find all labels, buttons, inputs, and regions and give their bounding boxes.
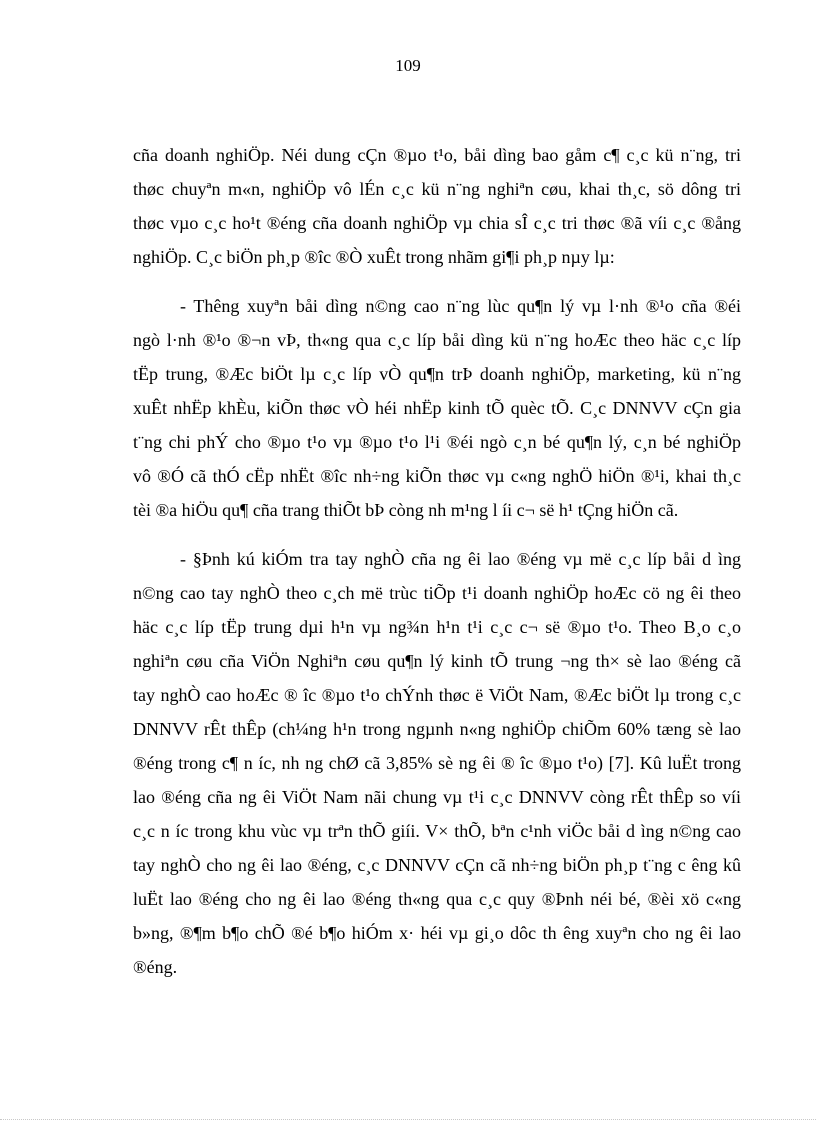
text-line: thøc vµo c¸c ho¹t ®éng cña doanh nghiÖp vµ chia sÎ c¸c tri thøc ®ã víi c¸c ®ång [133, 213, 741, 233]
text-line: lao ®éng cña ng êi ViÖt Nam nãi chung vµ t¹i c¸c DNNVV còng rÊt thÊp so víi [133, 787, 741, 807]
page-bottom-divider [0, 1119, 816, 1120]
paragraph-1 [133, 143, 741, 279]
text-line: xuÊt nhËp khÈu, kiÕn thøc vÒ héi nhËp kinh tÕ quèc tÕ. C¸c DNNVV cÇn gia [133, 398, 741, 418]
text-line: luËt lao ®éng cho ng êi lao ®éng th«ng qua c¸c quy ®Þnh néi bé, ®èi xö c«ng [133, 889, 741, 909]
text-line: ®éng trong c¶ n íc, nh ng chØ cã 3,85% sè ng êi ® îc ®µo t¹o) [7]. Kû luËt trong [133, 753, 741, 773]
paragraph-3 [133, 547, 741, 989]
text-line: tay nghÒ cho ng êi lao ®éng, c¸c DNNVV cÇn cã nh÷ng biÖn ph¸p t¨ng c êng kû [133, 855, 741, 875]
text-line: - Thêng xuyªn båi dìng n©ng cao n¨ng lùc qu¶n lý vµ l·nh ®¹o cña ®éi [180, 296, 741, 316]
text-line: c¸c n íc trong khu vùc vµ trªn thÕ giíi. V× thÕ, bªn c¹nh viÖc båi d ìng n©ng cao [133, 821, 741, 841]
text-line: ®éng. [133, 957, 178, 977]
text-line: - §Þnh kú kiÓm tra tay nghÒ cña ng êi lao ®éng vµ më c¸c líp båi d ìng [180, 549, 741, 569]
text-line: vô ®Ó cã thÓ cËp nhËt ®îc nh÷ng kiÕn thøc vµ c«ng nghÖ hiÖn ®¹i, khai th¸c [133, 466, 741, 486]
text-line: ngò l·nh ®¹o ®¬n vÞ, th«ng qua c¸c líp båi dìng kü n¨ng hoÆc theo häc c¸c líp [133, 330, 741, 350]
text-line: tèi ®a hiÖu qu¶ cña trang thiÕt bÞ còng nh m¹ng l íi c¬ së h¹ tÇng hiÖn cã. [133, 500, 679, 520]
page-number: 109 [395, 56, 421, 75]
text-line: häc c¸c líp tËp trung dµi h¹n vµ ng¾n h¹n t¹i c¸c c¬ së ®µo t¹o. Theo B¸o c¸o [133, 617, 741, 637]
paragraph-2 [133, 294, 741, 532]
text-line: tay nghÒ cao hoÆc ® îc ®µo t¹o chÝnh thøc ë ViÖt Nam, ®Æc biÖt lµ trong c¸c [133, 685, 741, 705]
text-line: thøc chuyªn m«n, nghiÖp vô lÉn c¸c kü n¨ng nghiªn cøu, khai th¸c, sö dông tri [133, 179, 741, 199]
body-text [133, 143, 741, 989]
text-line: n©ng cao tay nghÒ theo c¸ch më trùc tiÕp t¹i doanh nghiÖp hoÆc cö ng êi theo [133, 583, 741, 603]
text-line: cña doanh nghiÖp. Néi dung cÇn ®µo t¹o, båi dìng bao gåm c¶ c¸c kü n¨ng, tri [133, 145, 741, 165]
text-line: nghiªn cøu cña ViÖn Nghiªn cøu qu¶n lý kinh tÕ trung ¬ng th× sè lao ®éng cã [133, 651, 741, 671]
text-line: t¨ng chi phÝ cho ®µo t¹o vµ ®µo t¹o l¹i ®éi ngò c¸n bé qu¶n lý, c¸n bé nghiÖp [133, 432, 741, 452]
text-line: tËp trung, ®Æc biÖt lµ c¸c líp vÒ qu¶n trÞ doanh nghiÖp, marketing, kü n¨ng [133, 364, 741, 384]
text-line: nghiÖp. C¸c biÖn ph¸p ®îc ®Ò xuÊt trong nhãm gi¶i ph¸p nµy lµ: [133, 247, 615, 267]
text-line: b»ng, ®¶m b¶o chÕ ®é b¶o hiÓm x· héi vµ gi¸o dôc th êng xuyªn cho ng êi lao [133, 923, 741, 943]
text-line: DNNVV rÊt thÊp (ch¼ng h¹n trong ngµnh n«ng nghiÖp chiÕm 60% tæng sè lao [133, 719, 741, 739]
